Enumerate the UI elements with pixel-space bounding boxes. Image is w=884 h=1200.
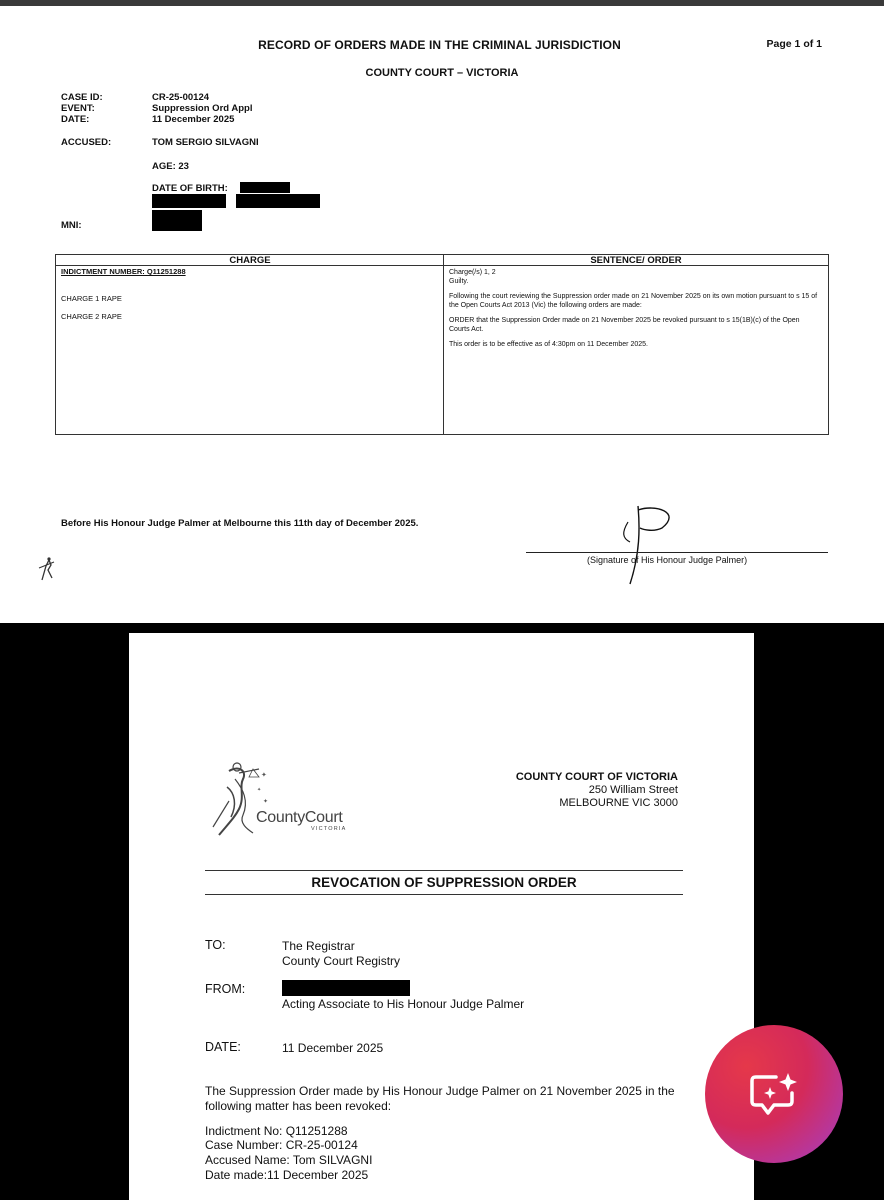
accused-label: ACCUSED: <box>61 137 112 148</box>
sentence-text <box>449 268 819 355</box>
matter-detail: Case Number: CR-25-00124 <box>205 1138 358 1152</box>
date-value: 11 December 2025 <box>152 114 235 125</box>
sentence-line: Guilty. <box>449 278 469 285</box>
orders-table <box>55 254 829 435</box>
from-value: Acting Associate to His Honour Judge Palmer <box>282 997 525 1011</box>
address-line: 250 William Street <box>588 784 678 796</box>
page-number: Page 1 of 1 <box>766 38 822 50</box>
signature-line <box>526 552 828 553</box>
address-line: COUNTY COURT OF VICTORIA <box>515 771 678 783</box>
address-line: MELBOURNE VIC 3000 <box>559 797 678 809</box>
case-id-label: CASE ID: <box>61 92 103 103</box>
redaction-box <box>236 194 320 208</box>
dob-label: DATE OF BIRTH: <box>152 183 228 194</box>
logo-wordmark: CountyCourt <box>256 809 343 826</box>
sparkle-chat-icon <box>748 1071 800 1117</box>
charge-column <box>56 255 444 434</box>
sentence-line: Charge(/s) 1, 2 <box>449 269 496 276</box>
justice-emblem-icon <box>36 556 58 582</box>
to-label: TO: <box>205 938 226 952</box>
redaction-box <box>240 182 290 193</box>
event-label: EVENT: <box>61 103 95 114</box>
date-label: DATE: <box>61 114 90 125</box>
charge-header: CHARGE <box>56 255 444 266</box>
order-record-page <box>0 6 884 623</box>
indictment-number: INDICTMENT NUMBER: Q11251288 <box>61 267 186 276</box>
record-title: RECORD OF ORDERS MADE IN THE CRIMINAL JURISDICTION <box>258 38 621 52</box>
svg-text:✦: ✦ <box>263 799 269 805</box>
redaction-box <box>152 210 202 231</box>
to-value: County Court Registry <box>282 954 401 968</box>
sentence-line: ORDER that the Suppression Order made on 21 November 2025 be revoked pursuant to s 15(1B)(c) of the Open Courts Act. <box>449 317 800 333</box>
court-name: COUNTY COURT – VICTORIA <box>365 67 519 79</box>
judge-signature <box>600 498 680 590</box>
signature-caption: (Signature of His Honour Judge Palmer) <box>587 555 748 565</box>
from-label: FROM: <box>205 982 246 996</box>
age-value: AGE: 23 <box>152 161 189 172</box>
sentence-line: Following the court reviewing the Suppression order made on 21 November 2025 on its own motion pursuant to s 15 of the Open Courts Act 2013 (Vic) the following orders are made: <box>449 293 818 309</box>
before-judge-line: Before His Honour Judge Palmer at Melbourne this 11th day of December 2025. <box>61 518 419 529</box>
matter-detail: Accused Name: Tom SILVAGNI <box>205 1153 373 1167</box>
svg-text:✦: ✦ <box>257 787 262 793</box>
charge-item: CHARGE 2 RAPE <box>61 312 122 321</box>
mni-label: MNI: <box>61 220 82 231</box>
redaction-box <box>282 980 410 996</box>
revocation-page <box>129 633 754 1200</box>
page-divider <box>0 623 884 631</box>
accused-value: TOM SERGIO SILVAGNI <box>152 137 259 148</box>
sentence-line: This order is to be effective as of 4:30pm on 11 December 2025. <box>449 341 648 348</box>
revocation-title: REVOCATION OF SUPPRESSION ORDER <box>311 875 577 890</box>
case-id-value: CR-25-00124 <box>152 92 210 103</box>
to-value: The Registrar <box>282 939 355 953</box>
revocation-paragraph: The Suppression Order made by His Honour Judge Palmer on 21 November 2025 in the following matter has been revoked: <box>205 1084 675 1113</box>
event-value: Suppression Ord Appl <box>152 103 253 114</box>
date-value: 11 December 2025 <box>282 1041 384 1055</box>
date-label: DATE: <box>205 1040 241 1054</box>
matter-detail: Indictment No: Q11251288 <box>205 1124 348 1138</box>
redaction-box <box>152 194 226 208</box>
charge-item: CHARGE 1 RAPE <box>61 294 122 303</box>
ai-assist-button[interactable] <box>705 1025 843 1163</box>
sentence-header: SENTENCE/ ORDER <box>444 255 828 266</box>
matter-detail: Date made:11 December 2025 <box>205 1168 369 1182</box>
logo-subtitle: VICTORIA <box>311 826 347 832</box>
title-rule-top <box>205 870 683 871</box>
title-rule-bottom <box>205 894 683 895</box>
svg-text:✦: ✦ <box>261 772 267 779</box>
